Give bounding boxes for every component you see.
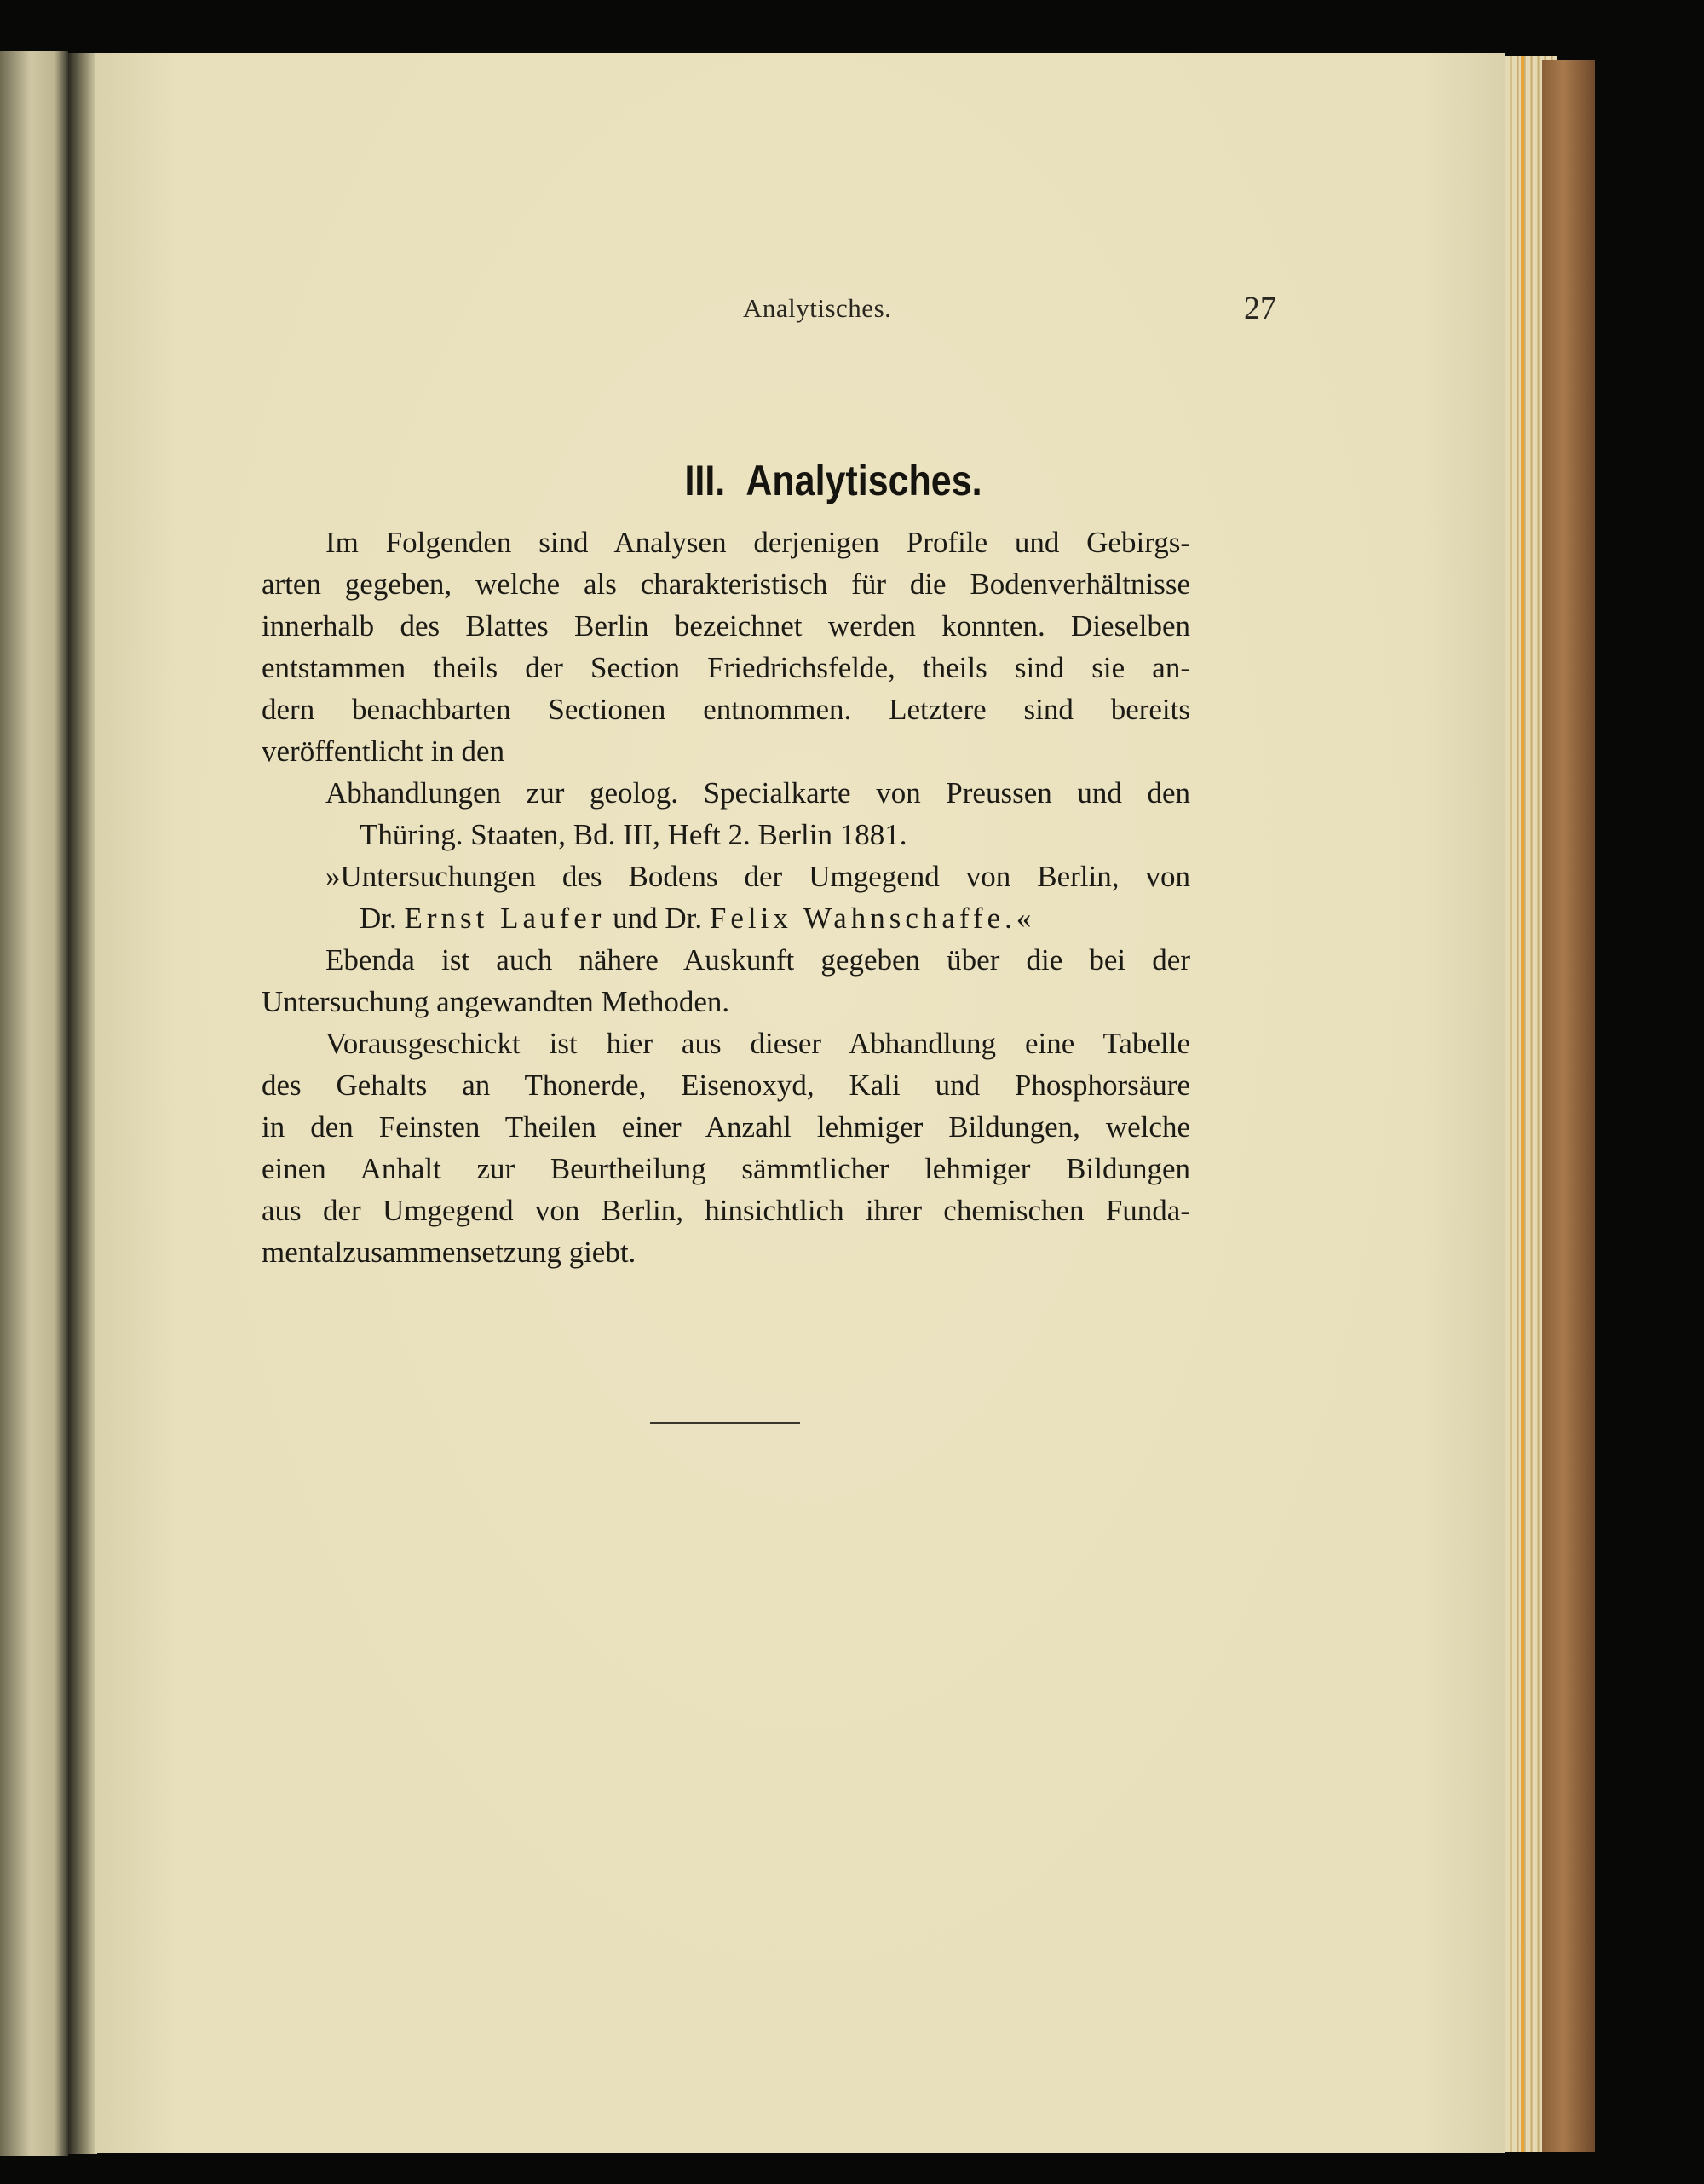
reference-authors: [262, 897, 1190, 939]
book-cover-edge: [1542, 60, 1595, 2152]
author-connector: und Dr.: [613, 902, 703, 935]
author-title: Dr.: [360, 902, 397, 935]
gutter-shadow: [68, 53, 97, 2154]
page-number: 27: [1244, 291, 1276, 326]
reference-line: »Untersuchungen des Bodens der Umgegend von Berlin, von: [325, 860, 1190, 893]
section-end-rule: [650, 1422, 800, 1424]
paragraph-line: Vorausgeschickt ist hier aus dieser Abhandlung eine Tabelle: [325, 1027, 1190, 1060]
section-number: III.: [684, 457, 726, 504]
paragraph-line: arten gegeben, welche als charakteristisch für die Bodenverhältnisse: [262, 568, 1190, 601]
paragraph-line: in den Feinsten Theilen einer Anzahl lehmiger Bildungen, welche: [262, 1110, 1190, 1144]
paragraph-line: veröffentlicht in den: [262, 735, 505, 768]
author-name: Ernst Laufer: [404, 902, 606, 935]
author-name: Felix Wahnschaffe.«: [709, 902, 1036, 935]
paragraph-line: dern benachbarten Sectionen entnommen. Letztere sind bereits: [262, 693, 1190, 726]
reference-line: Thüring. Staaten, Bd. III, Heft 2. Berlin 1881.: [360, 818, 907, 851]
body-text: [262, 522, 1190, 1273]
paragraph-line: des Gehalts an Thonerde, Eisenoxyd, Kali und Phosphorsäure: [262, 1069, 1190, 1102]
paragraph-line: innerhalb des Blattes Berlin bezeichnet werden konnten. Dieselben: [262, 609, 1190, 643]
left-page-edge: [0, 51, 68, 2156]
section-title: Analytisches.: [746, 457, 982, 504]
paragraph-line: einen Anhalt zur Beurtheilung sämmtlicher lehmiger Bildungen: [262, 1152, 1190, 1185]
paragraph-line: Untersuchung angewandten Methoden.: [262, 985, 730, 1018]
paragraph-line: mentalzusammensetzung giebt.: [262, 1236, 636, 1269]
paragraph-line: entstammen theils der Section Friedrichsfelde, theils sind sie an-: [262, 651, 1190, 684]
running-head: Analytisches.: [743, 293, 892, 323]
section-heading: [101, 456, 1566, 505]
paragraph-line: Ebenda ist auch nähere Auskunft gegeben über die bei der: [325, 943, 1190, 977]
paragraph-line: aus der Umgegend von Berlin, hinsichtlich ihrer chemischen Funda-: [262, 1194, 1190, 1227]
paragraph-line: Im Folgenden sind Analysen derjenigen Profile und Gebirgs-: [325, 526, 1190, 559]
reference-line: Abhandlungen zur geolog. Specialkarte von Preussen und den: [325, 776, 1190, 810]
